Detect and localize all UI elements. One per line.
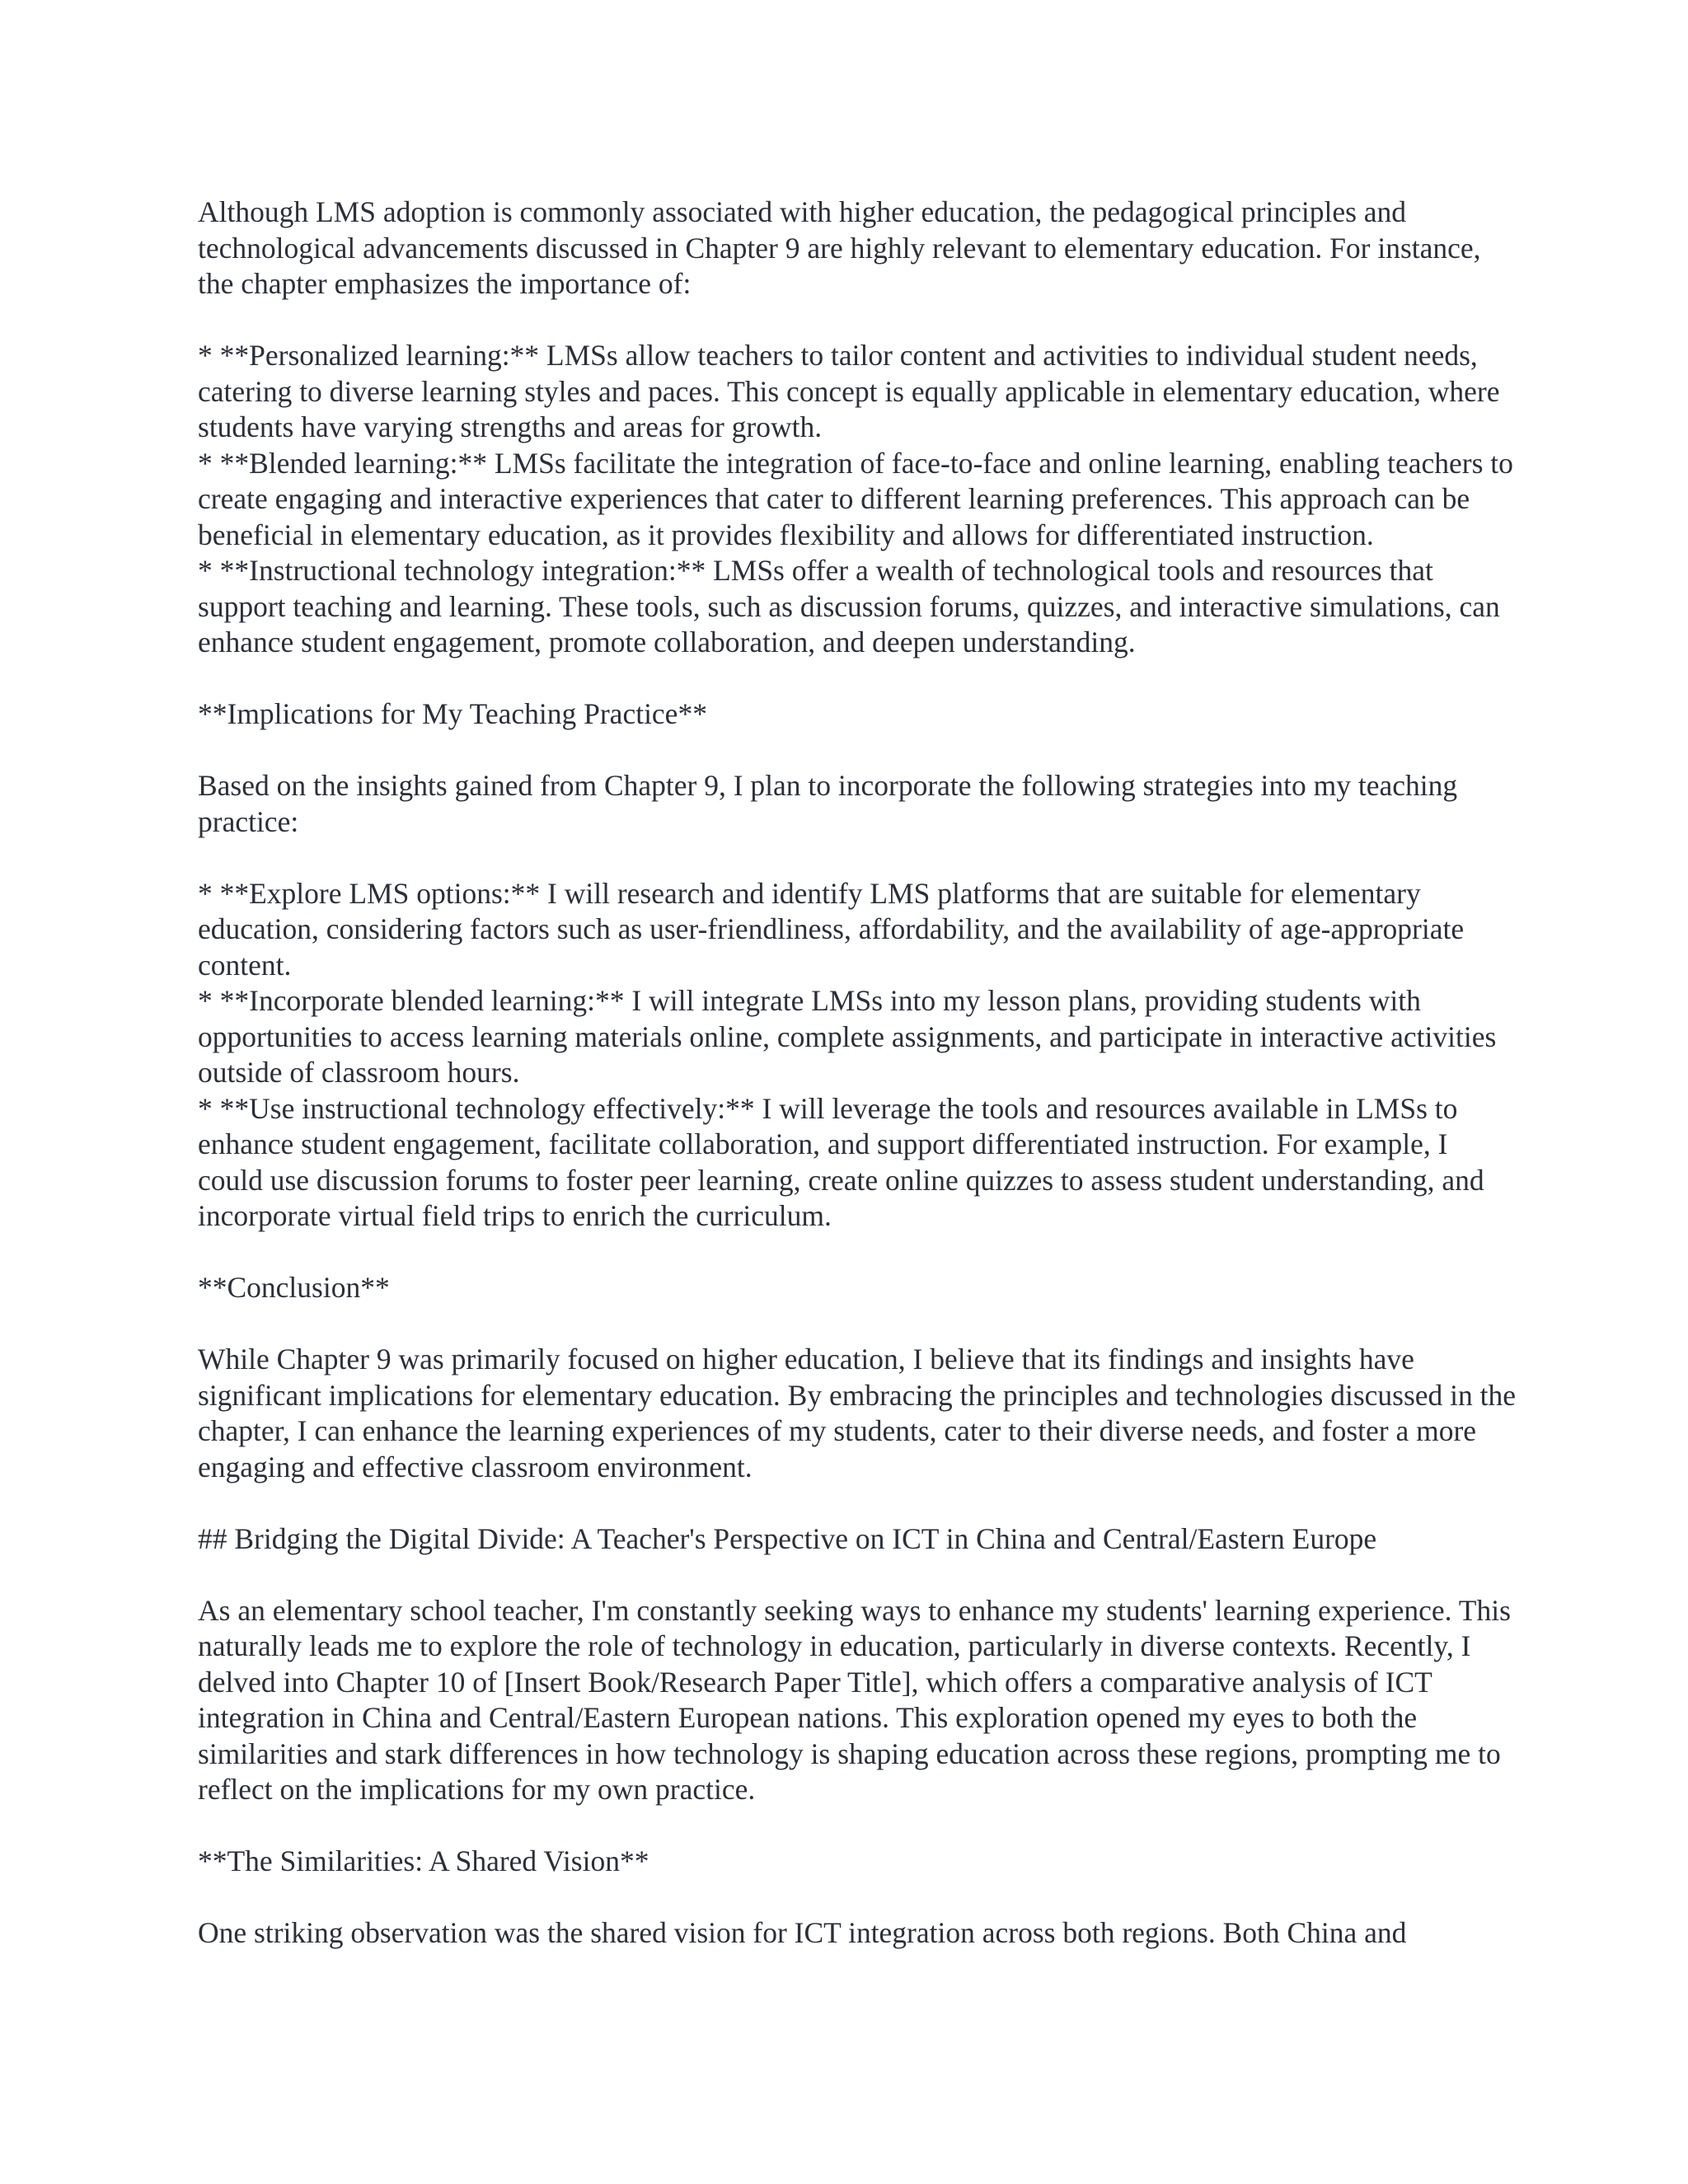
paragraph-gap	[198, 661, 1517, 697]
similarities-paragraph: One striking observation was the shared vision for ICT integration across both regions. Both China and	[198, 1916, 1407, 1949]
document-body	[198, 194, 1517, 1952]
bullet-use-technology: * **Use instructional technology effectively:** I will leverage the tools and resources available in LMSs to enhance student engagement, facilitate collaboration, and support differentiated instruction. For example, I could use discussion forums to foster peer learning, create online quizzes to assess student understanding, and incorporate virtual field trips to enrich the curriculum.	[198, 1091, 1484, 1232]
paragraph-gap	[198, 302, 1517, 339]
section-intro-paragraph: As an elementary school teacher, I'm constantly seeking ways to enhance my students' learning experience. This naturally leads me to explore the role of technology in education, particularly in diverse contexts. Recently, I delved into Chapter 10 of [Insert Book/Research Paper Title], which offers a comparative analysis of ICT integration in China and Central/Eastern European nations. This exploration opened my eyes to both the similarities and stark differences in how technology is shaping education across these regions, prompting me to reflect on the implications for my own practice.	[198, 1593, 1511, 1806]
section-title: ## Bridging the Digital Divide: A Teacher's Perspective on ICT in China and Central/Eastern Europe	[198, 1521, 1377, 1555]
paragraph-gap	[198, 733, 1517, 769]
implications-paragraph: Based on the insights gained from Chapter 9, I plan to incorporate the following strategies into my teaching practice:	[198, 769, 1458, 838]
bullet-blended-learning: * **Blended learning:** LMSs facilitate the integration of face-to-face and online learning, enabling teachers to create engaging and interactive experiences that cater to different learning preferences. This approach can be beneficial in elementary education, as it provides flexibility and allows for differentiated instruction.	[198, 446, 1513, 551]
intro-paragraph: Although LMS adoption is commonly associated with higher education, the pedagogical principles and technological advancements discussed in Chapter 9 are highly relevant to elementary education. For instance, the chapter emphasizes the importance of:	[198, 195, 1481, 300]
paragraph-gap	[198, 1808, 1517, 1844]
paragraph-gap	[198, 1306, 1517, 1343]
heading-implications: **Implications for My Teaching Practice**	[198, 697, 707, 730]
paragraph-gap	[198, 1557, 1517, 1593]
bullet-explore-lms: * **Explore LMS options:** I will research and identify LMS platforms that are suitable for elementary education, considering factors such as user-friendliness, affordability, and the availability of age-appropriate content.	[198, 876, 1465, 982]
bullet-incorporate-blended: * **Incorporate blended learning:** I will integrate LMSs into my lesson plans, providing students with opportunities to access learning materials online, complete assignments, and participate in interactive activities outside of classroom hours.	[198, 984, 1497, 1089]
heading-conclusion: **Conclusion**	[198, 1271, 390, 1304]
heading-similarities: **The Similarities: A Shared Vision**	[198, 1844, 649, 1877]
paragraph-gap	[198, 840, 1517, 876]
paragraph-gap	[198, 1235, 1517, 1271]
paragraph-gap	[198, 1880, 1517, 1916]
paragraph-gap	[198, 1485, 1517, 1521]
bullet-instructional-technology: * **Instructional technology integration:** LMSs offer a wealth of technological tools and resources that support teaching and learning. These tools, such as discussion forums, quizzes, and interactive simulations, can enhance student engagement, promote collaboration, and deepen understanding.	[198, 554, 1500, 658]
conclusion-paragraph: While Chapter 9 was primarily focused on higher education, I believe that its findings and insights have significant implications for elementary education. By embracing the principles and technologies discussed in the chapter, I can enhance the learning experiences of my students, cater to their diverse needs, and foster a more engaging and effective classroom environment.	[198, 1343, 1517, 1483]
bullet-personalized-learning: * **Personalized learning:** LMSs allow teachers to tailor content and activities to individual student needs, catering to diverse learning styles and paces. This concept is equally applicable in elementary education, where students have varying strengths and areas for growth.	[198, 339, 1500, 443]
